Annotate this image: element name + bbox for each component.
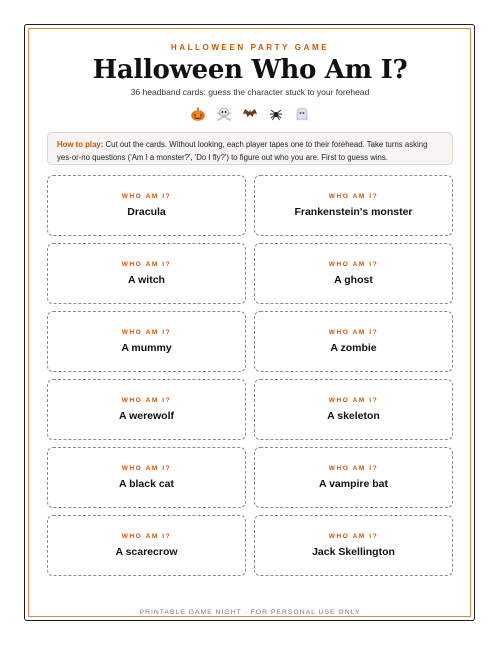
card-eyebrow: WHO AM I? [328, 465, 379, 472]
page-title: Halloween Who Am I? [92, 55, 408, 85]
bat-icon [242, 106, 258, 122]
card-character-name: Jack Skellington [312, 546, 395, 558]
page-footer: PRINTABLE GAME NIGHT · FOR PERSONAL USE ONLY [139, 609, 361, 616]
card-eyebrow: WHO AM I? [328, 329, 379, 336]
headband-card [47, 515, 246, 576]
headband-card [47, 447, 246, 508]
card-character-name: A scarecrow [115, 546, 178, 558]
card-character-name: A skeleton [327, 410, 380, 422]
card-eyebrow: WHO AM I? [121, 465, 172, 472]
card-eyebrow: WHO AM I? [328, 533, 379, 540]
card-eyebrow: WHO AM I? [121, 329, 172, 336]
headband-card [47, 311, 246, 372]
page-eyebrow: HALLOWEEN PARTY GAME [170, 43, 330, 52]
card-grid [47, 175, 453, 576]
pumpkin-icon [190, 106, 206, 122]
card-character-name: Frankenstein's monster [294, 206, 413, 218]
card-character-name: A witch [128, 274, 165, 286]
headband-card [254, 175, 453, 236]
icon-row [0, 106, 500, 122]
card-character-name: A vampire bat [318, 478, 389, 490]
card-character-name: A zombie [330, 342, 377, 354]
headband-card [47, 175, 246, 236]
how-to-play-label: How to play: [57, 140, 104, 149]
card-character-name: A werewolf [118, 410, 175, 422]
headband-card [254, 447, 453, 508]
card-eyebrow: WHO AM I? [328, 261, 379, 268]
skull-crossbones-icon [216, 106, 232, 122]
card-character-name: A black cat [118, 478, 175, 490]
headband-card [47, 243, 246, 304]
spider-icon [268, 106, 284, 122]
how-to-play-text: Cut out the cards. Without looking, each player tapes one to their forehead. Take turns asking yes-or-no questions ('Am I a monster?', 'Do I fly?') to figure out who you are. First to guess wins. [57, 140, 428, 162]
headband-card [254, 311, 453, 372]
card-eyebrow: WHO AM I? [121, 193, 172, 200]
headband-card [47, 379, 246, 440]
page-subtitle: 36 headband cards: guess the character stuck to your forehead [130, 87, 370, 97]
headband-card [254, 515, 453, 576]
card-eyebrow: WHO AM I? [121, 533, 172, 540]
card-character-name: A mummy [121, 342, 172, 354]
card-character-name: Dracula [127, 206, 166, 218]
headband-card [254, 243, 453, 304]
card-character-name: A ghost [334, 274, 373, 286]
card-eyebrow: WHO AM I? [328, 397, 379, 404]
headband-card [254, 379, 453, 440]
card-eyebrow: WHO AM I? [328, 193, 379, 200]
ghost-icon [294, 106, 310, 122]
card-eyebrow: WHO AM I? [121, 261, 172, 268]
how-to-play-box [47, 132, 453, 165]
card-eyebrow: WHO AM I? [121, 397, 172, 404]
